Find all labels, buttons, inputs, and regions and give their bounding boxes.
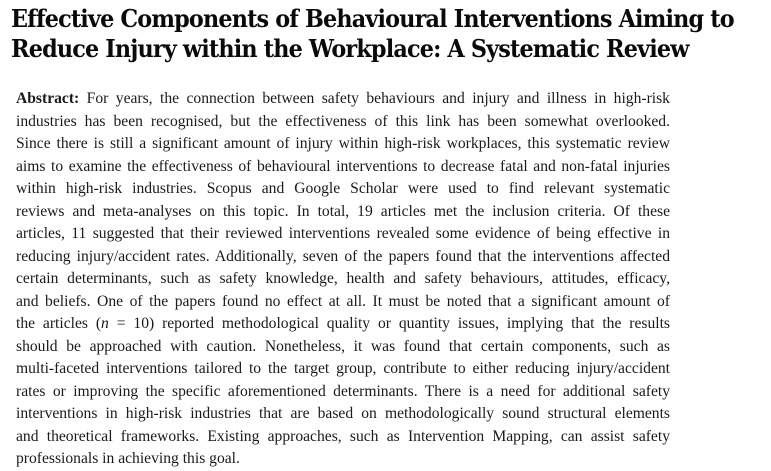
abstract-line: [16, 313, 670, 336]
abstract-line: multi-faceted interventions tailored to the target group, contribute to either reducing injury/accident: [16, 360, 670, 377]
abstract-line: interventions in high-risk industries that are based on methodologically sound structural elements: [16, 405, 670, 422]
abstract-line: and theoretical frameworks. Existing approaches, such as Intervention Mapping, can assist safety: [16, 427, 670, 445]
sample-size-symbol: n: [101, 315, 109, 332]
abstract-line: Since there is still a significant amount of injury within high-risk workplaces, this systematic review: [16, 135, 670, 152]
abstract-line: certain determinants, such as safety knowledge, health and safety behaviours, attitudes, efficacy,: [16, 270, 670, 287]
abstract-line: and beliefs. One of the papers found no effect at all. It must be noted that a significant amount of: [16, 292, 670, 310]
abstract-line: rates or improving the specific aforementioned determinants. There is a need for additional safety: [16, 382, 670, 400]
abstract-line: aims to examine the effectiveness of behavioural interventions to decrease fatal and non-fatal injuries: [16, 157, 670, 175]
abstract-text: = 10) reported methodological quality or quantity issues, implying that the results: [108, 315, 670, 332]
abstract-line: reviews and meta-analyses on this topic. In total, 19 articles met the inclusion criteria. Of these: [16, 202, 670, 220]
abstract-line: should be approached with caution. Nonetheless, it was found that certain components, such as: [16, 337, 670, 355]
abstract-line: professionals in achieving this goal.: [16, 450, 240, 467]
paper-title: [11, 4, 734, 64]
abstract-line: within high-risk industries. Scopus and Google Scholar were used to find relevant systematic: [16, 180, 670, 197]
abstract-text: For years, the connection between safety behaviours and injury and illness in high-risk: [86, 90, 670, 107]
abstract-line: reducing injury/accident rates. Additionally, seven of the papers found that the interventions affected: [16, 247, 670, 265]
paper-title-line: Effective Components of Behavioural Interventions Aiming to: [11, 4, 734, 33]
abstract-line: articles, 11 suggested that their reviewed interventions revealed some evidence of being effective in: [16, 225, 670, 242]
abstract-text: the articles (: [16, 315, 102, 332]
abstract-label: Abstract:: [16, 90, 80, 107]
paper-title-line: Reduce Injury within the Workplace: A Systematic Review: [11, 34, 689, 63]
abstract-line: [16, 88, 670, 111]
abstract: [16, 88, 670, 471]
abstract-line: industries has been recognised, but the effectiveness of this link has been somewhat overlooked.: [16, 112, 670, 130]
